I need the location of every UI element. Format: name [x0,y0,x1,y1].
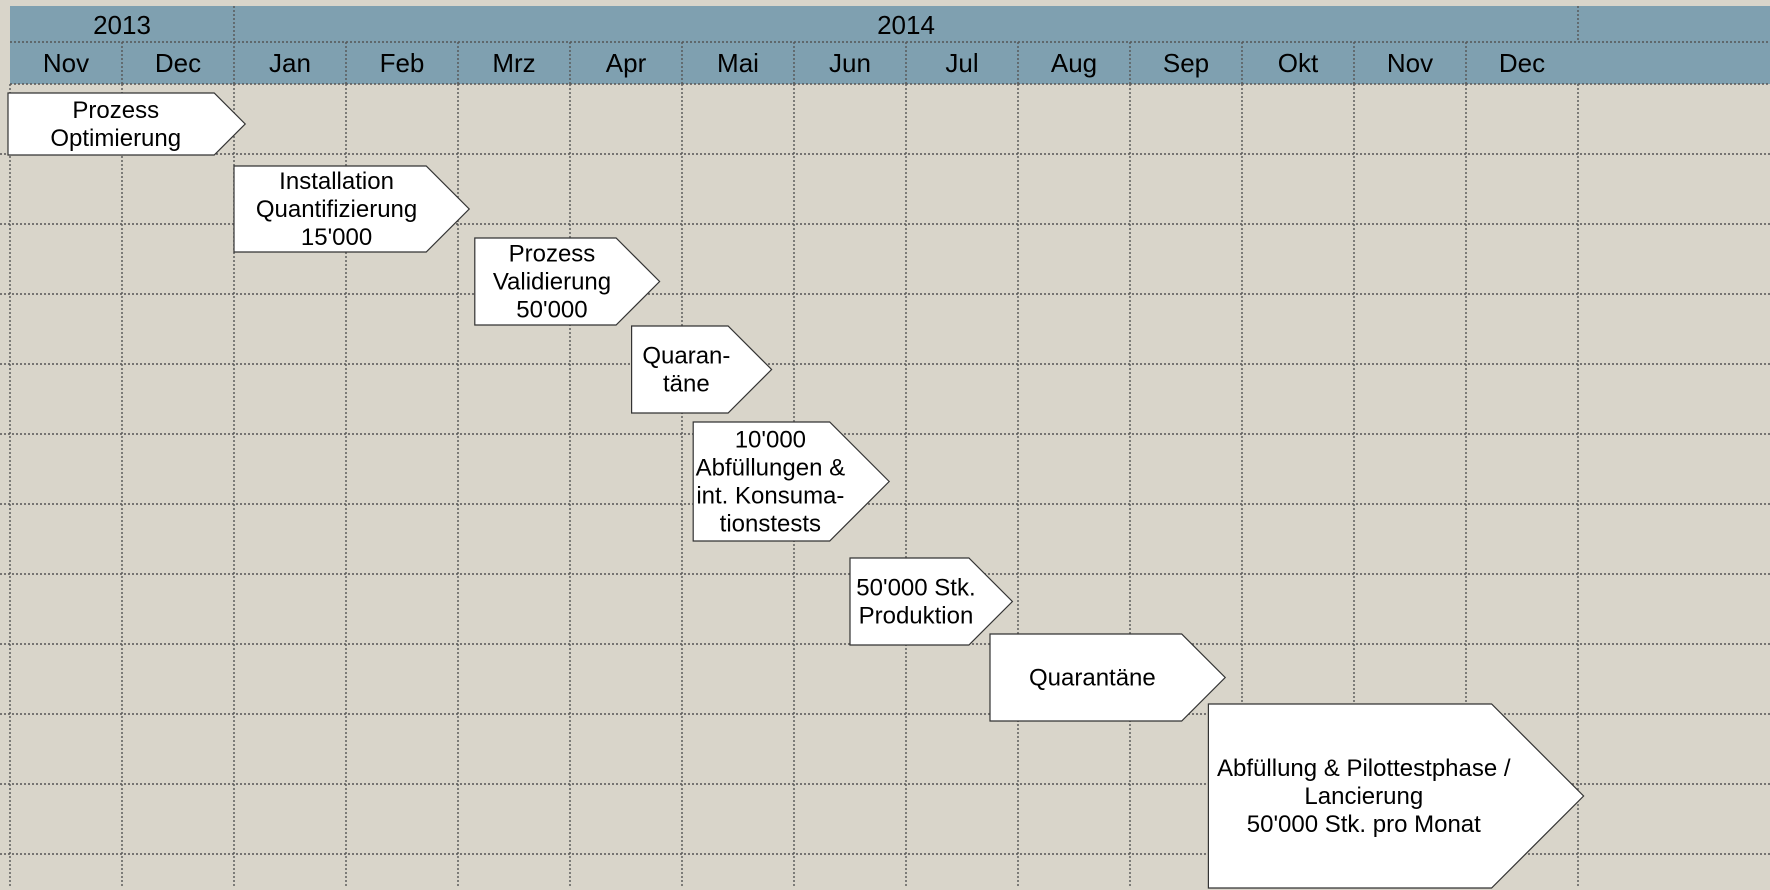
task-arrow [234,166,469,252]
task-label: 50'000 Stk. [856,574,976,602]
task-label: 10'000 [734,426,807,454]
task-label: Quarantäne [1028,664,1156,692]
task-label: tionstests [719,510,822,538]
month-label: Feb [379,48,425,78]
month-label: Nov [42,48,90,78]
year-label: 2013 [93,10,151,40]
task-label: Lancierung [1304,783,1424,810]
task-label: Abfüllungen & [695,454,846,482]
task-label: 15'000 [300,224,373,251]
task-label: täne [663,370,710,398]
month-label: Jun [829,48,871,78]
task-arrow [990,634,1225,721]
task-label: Quantifizierung [255,196,418,223]
month-label: Nov [1386,48,1434,78]
task-label: Installation [279,168,394,195]
task-label: Produktion [858,602,974,630]
task-label: 50'000 Stk. pro Monat [1246,811,1481,838]
task-label: Optimierung [50,125,182,152]
month-label: Mrz [492,48,536,78]
month-label: Okt [1277,48,1319,78]
task-label: Prozess [72,97,160,124]
month-label: Sep [1162,48,1210,78]
task-label: Prozess [508,240,596,268]
task-label: 50'000 [516,296,588,324]
task-label: Quaran- [642,342,731,370]
task-label: Abfüllung & Pilottestphase / [1217,755,1511,782]
task-label: Validierung [492,268,612,296]
timeline-header [10,6,1770,84]
month-label: Aug [1050,48,1098,78]
year-label: 2014 [877,10,935,40]
month-label: Apr [605,48,647,78]
month-label: Dec [1498,48,1546,78]
month-label: Dec [154,48,202,78]
month-label: Jul [945,48,979,78]
task-label: int. Konsuma- [696,482,845,510]
month-label: Mai [717,48,759,78]
month-label: Jan [269,48,311,78]
task-arrow [8,93,245,155]
